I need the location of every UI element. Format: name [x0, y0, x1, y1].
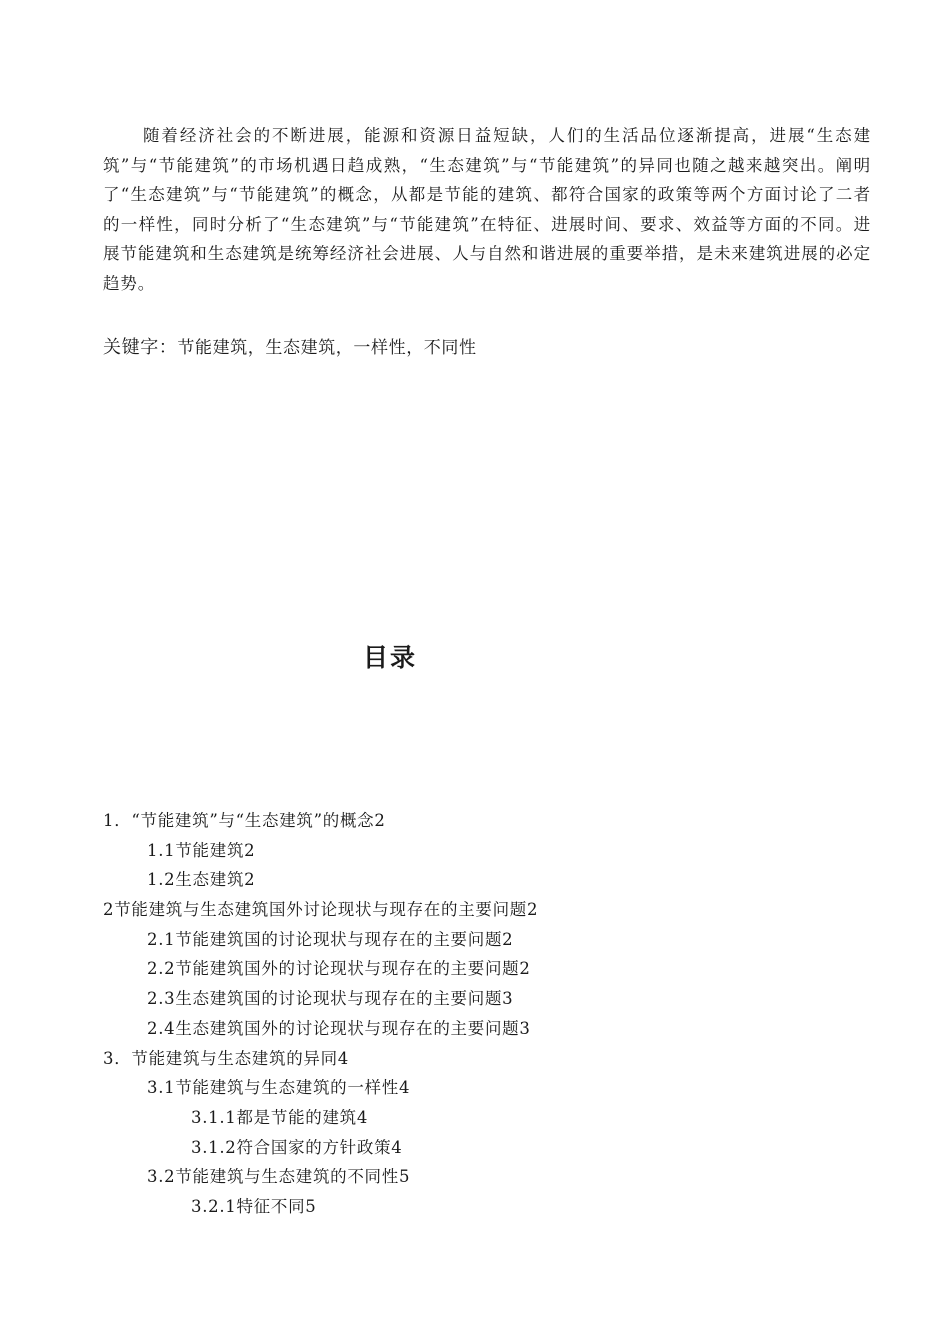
- toc-title: 目录: [362, 643, 417, 672]
- toc-entry[interactable]: 2节能建筑与生态建筑国外讨论现状与现存在的主要问题2: [103, 900, 539, 920]
- toc-entry[interactable]: 3.2节能建筑与生态建筑的不同性5: [147, 1167, 411, 1187]
- toc-entry[interactable]: 2.3生态建筑国的讨论现状与现存在的主要问题3: [147, 989, 514, 1009]
- toc-entry[interactable]: 1．“节能建筑”与“生态建筑”的概念2: [103, 811, 386, 830]
- toc-entry[interactable]: 2.1节能建筑国的讨论现状与现存在的主要问题2: [147, 929, 514, 949]
- keywords-label: 关键字：: [103, 337, 178, 358]
- table-of-contents: [103, 806, 538, 1222]
- toc-entry[interactable]: 2.4生态建筑国外的讨论现状与现存在的主要问题3: [147, 1018, 531, 1038]
- toc-entry[interactable]: 1.1节能建筑2: [147, 840, 256, 860]
- toc-entry[interactable]: 3.1.1都是节能的建筑4: [191, 1107, 369, 1127]
- toc-entry[interactable]: 3.2.1特征不同5: [191, 1196, 317, 1216]
- keywords-value: 节能建筑，生态建筑，一样性，不同性: [177, 338, 477, 358]
- keywords-line: [103, 334, 477, 362]
- toc-entry[interactable]: 3.1节能建筑与生态建筑的一样性4: [147, 1078, 411, 1098]
- abstract-paragraph: 随着经济社会的不断进展，能源和资源日益短缺，人们的生活品位逐渐提高，进展“生态建筑”与“节能建筑”的市场机遇日趋成熟，“生态建筑”与“节能建筑”的异同也随之越来越突出。阐明了“生态建筑”与“节能建筑”的概念，从都是节能的建筑、都符合国家的政策等两个方面讨论了二者的一样性，同时分析了“生态建筑”与“节能建筑”在特征、进展时间、要求、效益等方面的不同。进展节能建筑和生态建筑是统筹经济社会进展、人与自然和谐进展的重要举措，是未来建筑进展的必定趋势。: [103, 126, 871, 293]
- toc-entry[interactable]: 1.2生态建筑2: [147, 870, 256, 890]
- toc-entry[interactable]: 3.1.2符合国家的方针政策4: [191, 1137, 403, 1157]
- toc-entry[interactable]: 2.2节能建筑国外的讨论现状与现存在的主要问题2: [147, 959, 531, 979]
- toc-entry[interactable]: 3．节能建筑与生态建筑的异同4: [103, 1048, 349, 1068]
